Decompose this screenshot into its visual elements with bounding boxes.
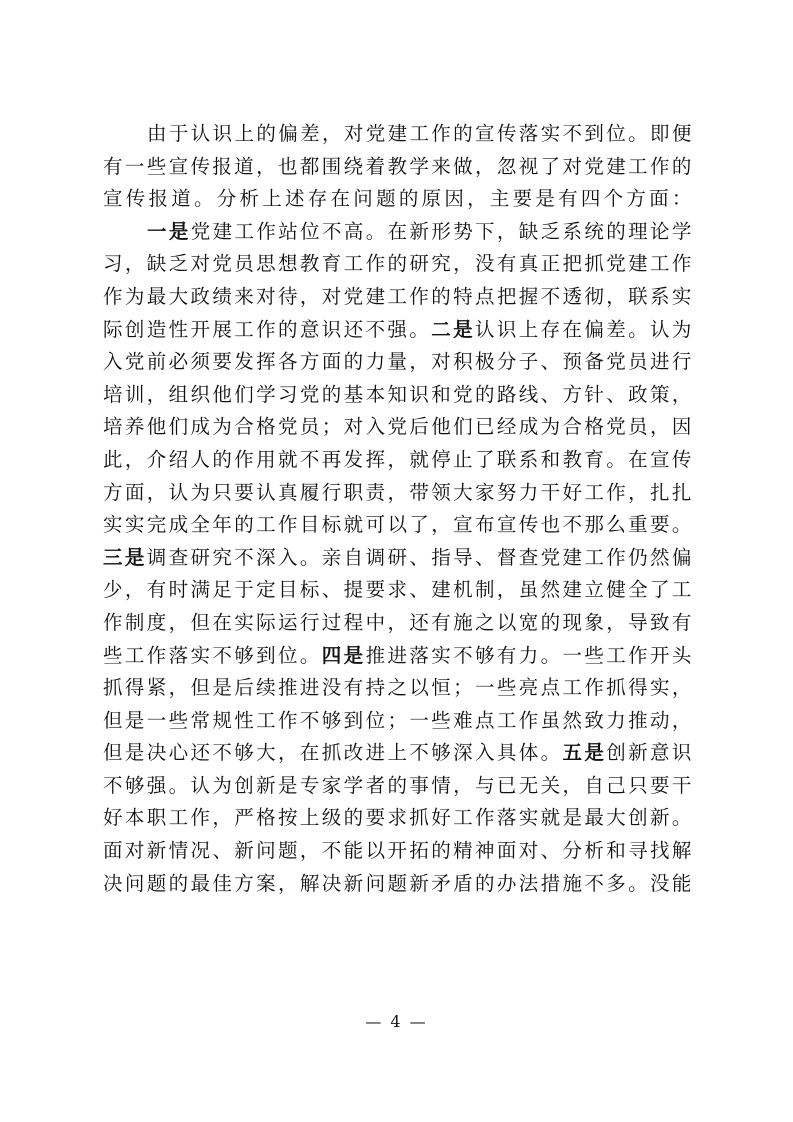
line-text: 方面，认为只要认真履行职责，带领大家努力干好工作，扎扎 <box>103 480 693 504</box>
text-line <box>103 248 693 281</box>
line-text: 此，介绍人的作用就不再发挥，就停止了联系和教育。在宣传 <box>103 447 693 471</box>
line-text: 推进落实不够有力。一些工作开头 <box>365 643 693 667</box>
line-text: 好本职工作，严格按上级的要求抓好工作落实就是最大创新。 <box>103 806 693 830</box>
text-line <box>103 835 693 868</box>
line-text: 入党前必须要发挥各方面的力量，对积极分子、预备党员进行 <box>103 350 693 374</box>
line-text: 面对新情况、新问题，不能以开拓的精神面对、分析和寻找解 <box>103 839 693 863</box>
text-line <box>103 868 693 901</box>
line-text: 作为最大政绩来对待，对党建工作的特点把握不透彻，联系实 <box>103 284 693 308</box>
line-text: 有一些宣传报道，也都围绕着教学来做，忽视了对党建工作的 <box>103 154 693 178</box>
bold-heading: 五是 <box>562 741 607 765</box>
text-line <box>103 802 693 835</box>
text-line <box>103 379 693 412</box>
line-text: 调查研究不深入。亲自调研、指导、督查党建工作仍然偏 <box>146 545 693 569</box>
text-line <box>103 444 693 477</box>
text-line <box>103 183 693 216</box>
text-line <box>103 770 693 803</box>
line-text: 些工作落实不够到位。 <box>103 643 322 667</box>
line-text: 宣传报道。分析上述存在问题的原因，主要是有四个方面： <box>103 187 693 211</box>
line-text: 际创造性开展工作的意识还不强。 <box>103 317 432 341</box>
text-line <box>103 314 693 347</box>
bold-heading: 三是 <box>103 545 147 569</box>
bold-heading: 四是 <box>321 643 366 667</box>
text-line <box>103 216 693 249</box>
line-text: 作制度，但在实际运行过程中，还有施之以宽的现象，导致有 <box>103 610 693 634</box>
text-line <box>103 509 693 542</box>
text-line <box>103 640 693 673</box>
line-text: 但是一些常规性工作不够到位；一些难点工作虽然致力推动， <box>103 708 693 732</box>
line-text: 决问题的最佳方案，解决新问题新矛盾的办法措施不多。没能 <box>103 871 693 895</box>
body-text <box>103 118 693 900</box>
text-line <box>103 118 693 151</box>
text-line <box>103 607 693 640</box>
line-text: 由于认识上的偏差，对党建工作的宣传落实不到位。即便 <box>147 122 693 145</box>
text-line <box>103 346 693 379</box>
text-line <box>103 281 693 314</box>
text-line <box>103 542 693 575</box>
line-text: 少，有时满足于定目标、提要求、建机制，虽然建立健全了工 <box>103 578 693 602</box>
text-line <box>103 672 693 705</box>
line-text: 培养他们成为合格党员；对入党后他们已经成为合格党员，因 <box>103 415 693 439</box>
line-text: 实实完成全年的工作目标就可以了，宣布宣传也不那么重要。 <box>103 513 693 537</box>
text-line <box>103 574 693 607</box>
line-text: 党建工作站位不高。在新形势下，缺乏系统的理论学 <box>190 219 693 243</box>
text-line <box>103 477 693 510</box>
text-line <box>103 737 693 770</box>
page-number: — 4 — <box>365 1012 428 1031</box>
line-text: 但是决心还不够大，在抓改进上不够深入具体。 <box>103 741 563 765</box>
text-line <box>103 151 693 184</box>
line-text: 习，缺乏对党员思想教育工作的研究，没有真正把抓党建工作 <box>103 252 693 276</box>
line-text: 培训，组织他们学习党的基本知识和党的路线、方针、政策， <box>103 382 693 406</box>
line-text: 不够强。认为创新是专家学者的事情，与已无关，自己只要干 <box>103 773 693 797</box>
bold-heading: 二是 <box>431 317 475 341</box>
line-text: 创新意识 <box>606 741 693 765</box>
line-text: 认识上存在偏差。认为 <box>474 317 693 341</box>
line-text: 抓得紧，但是后续推进没有持之以恒；一些亮点工作抓得实， <box>103 676 693 700</box>
text-line <box>103 411 693 444</box>
text-line <box>103 705 693 738</box>
bold-heading: 一是 <box>147 219 191 243</box>
